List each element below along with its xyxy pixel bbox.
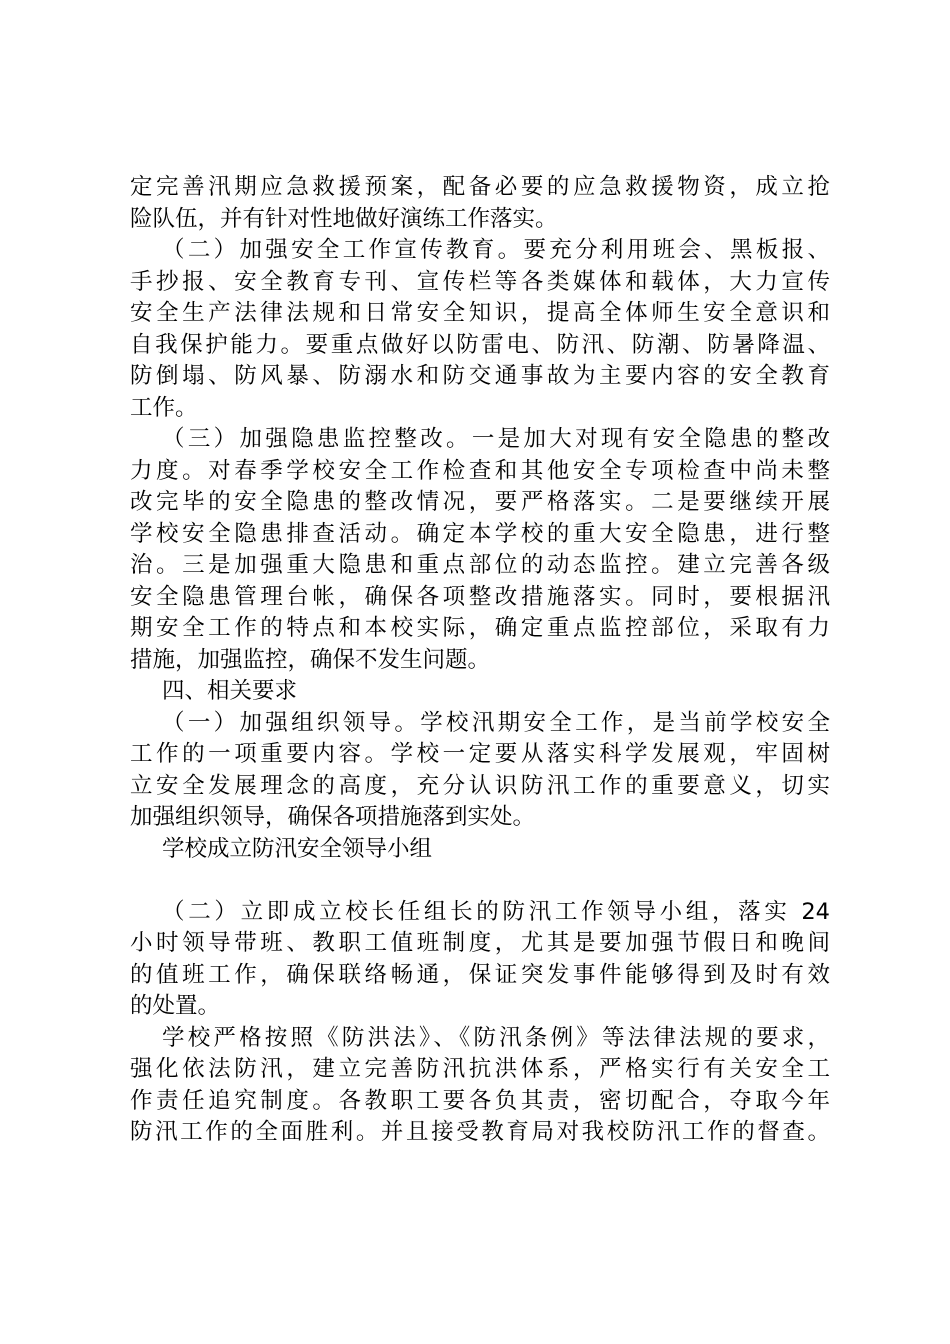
text-line: 手抄报、安全教育专刊、宣传栏等各类媒体和载体，大力宣传 (130, 268, 830, 295)
text-line: 安全隐患管理台帐，确保各项整改措施落实。同时，要根据汛 (130, 583, 830, 610)
text-line: 治。三是加强重大隐患和重点部位的动态监控。建立完善各级 (130, 552, 830, 578)
text-line: 险队伍，并有针对性地做好演练工作落实。 (130, 205, 558, 232)
text-line: 自我保护能力。要重点做好以防雷电、防汛、防潮、防暑降温、 (130, 331, 830, 358)
text-line: 改完毕的安全隐患的整改情况，要严格落实。二是要继续开展 (130, 489, 830, 515)
text-line: 的值班工作，确保联络畅通，保证突发事件能够得到及时有效 (130, 961, 830, 988)
text-line: 强化依法防汛，建立完善防汛抗洪体系，严格实行有关安全工 (130, 1056, 830, 1082)
text-line: 防汛工作的全面胜利。并且接受教育局对我校防汛工作的督查。 (130, 1119, 830, 1145)
text-line: （二）加强安全工作宣传教育。要充分利用班会、黑板报、 (162, 237, 830, 263)
text-line: 学校安全隐患排查活动。确定本学校的重大安全隐患，进行整 (130, 520, 830, 547)
text-line: 工作的一项重要内容。学校一定要从落实科学发展观，牢固树 (130, 741, 830, 767)
text-line: （三）加强隐患监控整改。一是加大对现有安全隐患的整改 (162, 426, 830, 452)
text-line: 加强组织领导，确保各项措施落到实处。 (130, 804, 536, 830)
text-line: 作责任追究制度。各教职工要各负其责，密切配合，夺取今年 (130, 1087, 830, 1114)
text-line: 学校严格按照《防洪法》、《防汛条例》等法律法规的要求， (162, 1024, 830, 1051)
text-line: 期安全工作的特点和本校实际，确定重点监控部位，采取有力 (130, 615, 830, 641)
body-text (130, 172, 830, 1149)
text-line: 学校成立防汛安全领导小组 (162, 835, 433, 862)
text-line: 安全生产法律法规和日常安全知识，提高全体师生安全意识和 (130, 300, 830, 326)
blank-line (130, 865, 830, 897)
text-line: 力度。对春季学校安全工作检查和其他安全专项检查中尚未整 (130, 457, 830, 484)
text-line: 小时领导带班、教职工值班制度，尤其是要加强节假日和晚间 (130, 930, 830, 956)
text-line: 立安全发展理念的高度，充分认识防汛工作的重要意义，切实 (130, 772, 830, 799)
text-line: （二）立即成立校长任组长的防汛工作领导小组，落实 24 (162, 898, 830, 925)
text-line: 的处置。 (130, 993, 221, 1019)
text-line: 防倒塌、防风暴、防溺水和防交通事故为主要内容的安全教育 (130, 363, 830, 389)
text-line: 工作。 (130, 394, 198, 421)
text-line: （一）加强组织领导。学校汛期安全工作，是当前学校安全 (162, 709, 830, 736)
section-heading: 四、相关要求 (162, 678, 298, 704)
text-line: 定完善汛期应急救援预案，配备必要的应急救援物资，成立抢 (130, 174, 830, 200)
text-line: 措施，加强监控，确保不发生问题。 (130, 646, 491, 673)
